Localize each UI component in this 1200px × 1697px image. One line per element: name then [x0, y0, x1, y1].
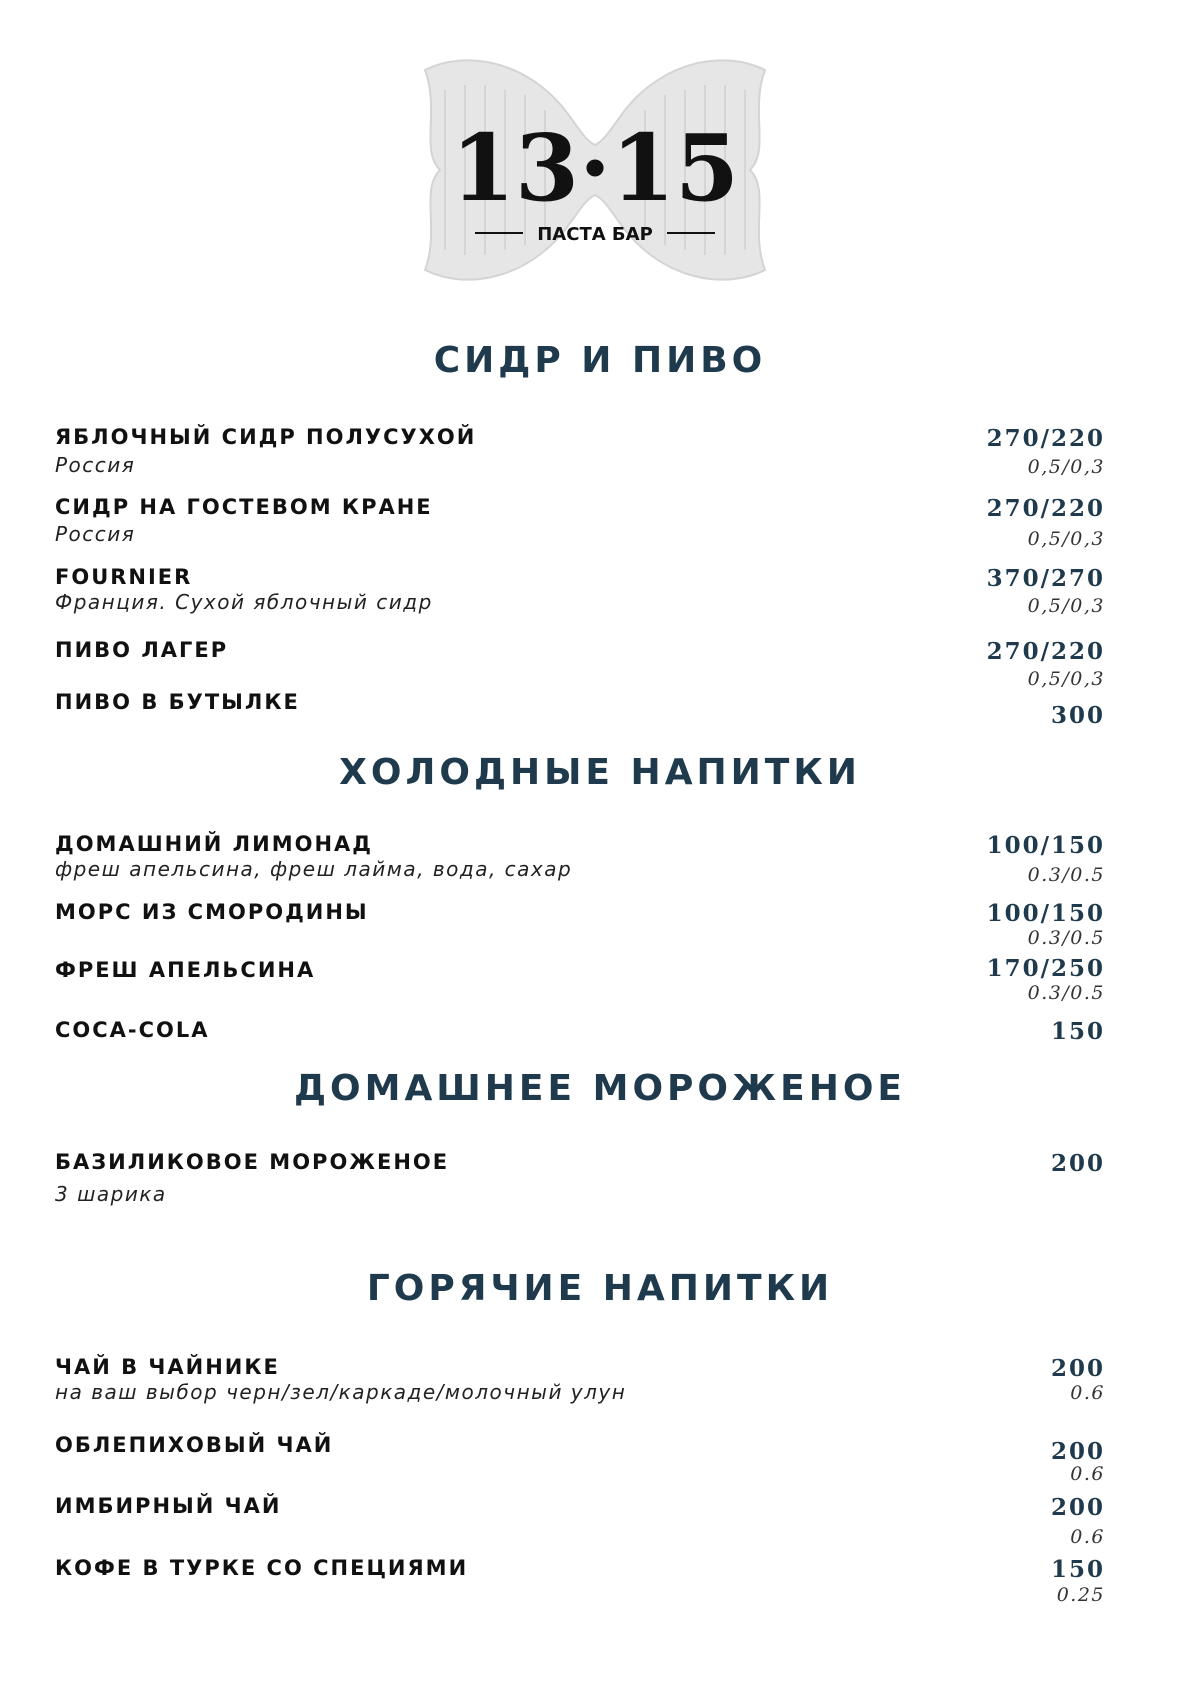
item-name: COCA-COLA — [55, 1018, 210, 1042]
item-volume: 0.3/0.5 — [1027, 927, 1105, 949]
section-title-ice-cream: ДОМАШНЕЕ МОРОЖЕНОЕ — [293, 1068, 907, 1109]
item-name: ЧАЙ В ЧАЙНИКЕ — [55, 1355, 280, 1379]
section-title-hot-drinks: ГОРЯЧИЕ НАПИТКИ — [366, 1268, 834, 1309]
item-price: 150 — [1050, 1018, 1105, 1045]
item-price: 300 — [1050, 702, 1105, 729]
item-volume: 0,5/0,3 — [1027, 595, 1105, 617]
item-price: 270/220 — [986, 638, 1105, 665]
item-price: 150 — [1050, 1556, 1105, 1583]
item-volume: 0.6 — [1070, 1526, 1105, 1548]
item-name: ДОМАШНИЙ ЛИМОНАД — [55, 832, 373, 856]
item-name: БАЗИЛИКОВОЕ МОРОЖЕНОЕ — [55, 1150, 450, 1174]
item-price: 200 — [1050, 1438, 1105, 1465]
item-description: Россия — [55, 522, 136, 546]
section-title-cold-drinks: ХОЛОДНЫЕ НАПИТКИ — [339, 752, 861, 793]
item-volume: 0,5/0,3 — [1027, 528, 1105, 550]
item-name: ИМБИРНЫЙ ЧАЙ — [55, 1494, 282, 1518]
item-price: 100/150 — [986, 832, 1105, 859]
item-price: 100/150 — [986, 900, 1105, 927]
item-price: 200 — [1050, 1355, 1105, 1382]
item-description: 3 шарика — [55, 1182, 167, 1206]
logo-subtitle: ПАСТА БАР — [537, 224, 653, 245]
item-price: 370/270 — [986, 565, 1105, 592]
logo-number: 13·15 — [450, 114, 740, 222]
item-volume: 0.6 — [1070, 1463, 1105, 1485]
item-name: МОРС ИЗ СМОРОДИНЫ — [55, 900, 369, 924]
item-name: СИДР НА ГОСТЕВОМ КРАНЕ — [55, 495, 433, 519]
item-volume: 0.6 — [1070, 1382, 1105, 1404]
logo — [405, 50, 785, 290]
section-title-cider: СИДР И ПИВО — [433, 340, 767, 381]
item-name: ПИВО ЛАГЕР — [55, 638, 229, 662]
item-price: 270/220 — [986, 495, 1105, 522]
item-volume: 0,5/0,3 — [1027, 668, 1105, 690]
item-name: ОБЛЕПИХОВЫЙ ЧАЙ — [55, 1433, 334, 1457]
item-description: Франция. Сухой яблочный сидр — [55, 590, 433, 614]
item-name: ФРЕШ АПЕЛЬСИНА — [55, 958, 316, 982]
item-price: 200 — [1050, 1150, 1105, 1177]
item-volume: 0.3/0.5 — [1027, 982, 1105, 1004]
item-volume: 0,5/0,3 — [1027, 456, 1105, 478]
item-price: 270/220 — [986, 425, 1105, 452]
item-volume: 0.3/0.5 — [1027, 864, 1105, 886]
item-name: FOURNIER — [55, 565, 193, 589]
item-name: ПИВО В БУТЫЛКЕ — [55, 690, 300, 714]
farfalle-pasta-icon — [405, 50, 785, 290]
item-price: 170/250 — [986, 955, 1105, 982]
item-name: КОФЕ В ТУРКЕ СО СПЕЦИЯМИ — [55, 1556, 469, 1580]
item-description: фреш апельсина, фреш лайма, вода, сахар — [55, 857, 573, 881]
item-price: 200 — [1050, 1494, 1105, 1521]
item-description: Россия — [55, 453, 136, 477]
item-name: ЯБЛОЧНЫЙ СИДР ПОЛУСУХОЙ — [55, 425, 477, 449]
item-volume: 0.25 — [1056, 1584, 1105, 1606]
item-description: на ваш выбор черн/зел/каркаде/молочный улун — [55, 1380, 627, 1404]
